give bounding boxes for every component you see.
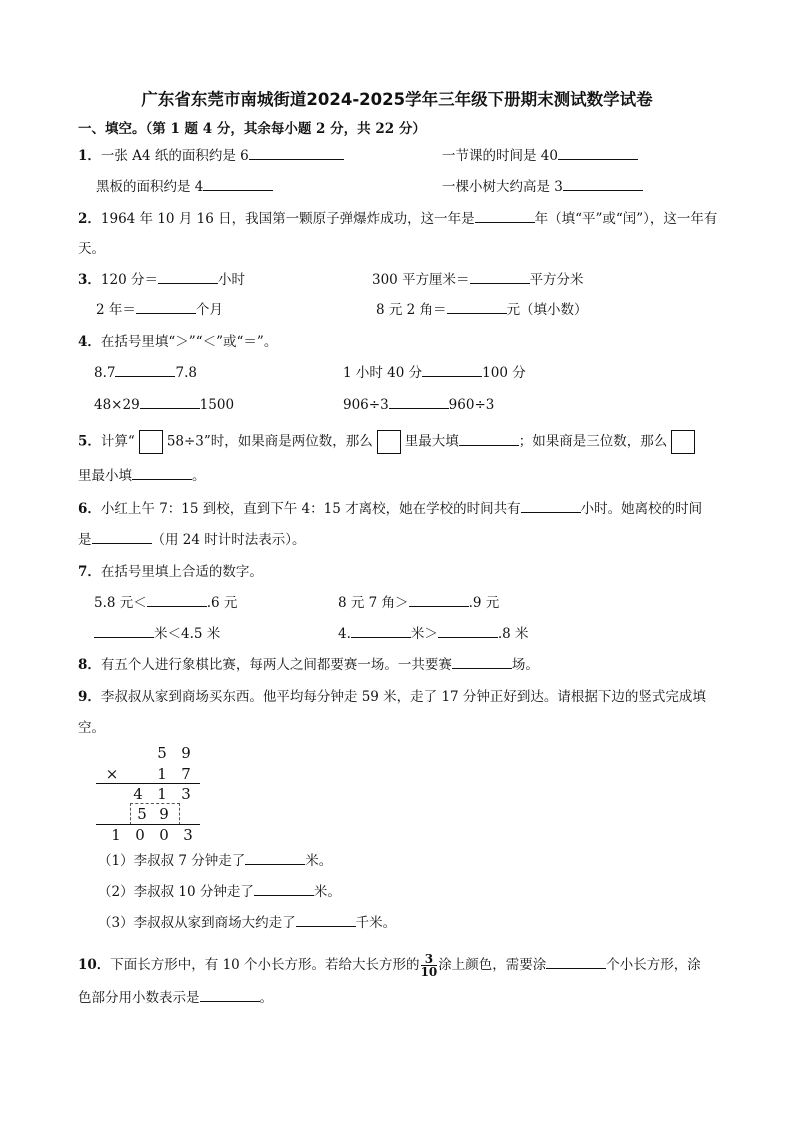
q7-b-left: 8 元 7 角＞ xyxy=(338,595,409,611)
q3-a-unit: 小时 xyxy=(217,272,245,288)
q7-d-mid: 米＞ xyxy=(410,626,438,642)
question-1-c xyxy=(96,178,273,196)
question-6-line-2 xyxy=(78,531,306,549)
answer-blank[interactable] xyxy=(158,271,218,284)
question-2-line-1 xyxy=(78,210,717,228)
digit-box[interactable] xyxy=(671,430,695,454)
q3-a-text: 120 分＝ xyxy=(100,272,158,288)
calc-digit: 5 xyxy=(137,805,147,823)
answer-blank[interactable] xyxy=(115,364,175,377)
q7-b-right: .9 元 xyxy=(468,595,500,611)
question-1-d xyxy=(442,178,643,196)
calc-digit: 1 xyxy=(157,765,167,783)
q6-text-4: （用 24 时计时法表示）。 xyxy=(151,532,306,548)
answer-blank[interactable] xyxy=(92,531,152,544)
q5-text-1: 计算“ xyxy=(100,433,135,450)
q1-c-text: 黑板的面积约是 4 xyxy=(96,179,204,195)
q9-s1-unit: 米。 xyxy=(305,853,333,869)
q3-c-text: 2 年＝ xyxy=(96,302,136,318)
q1-d-text: 一棵小树大约高是 3 xyxy=(442,179,563,195)
calc-digit: 3 xyxy=(181,785,191,803)
q3-c-unit: 个月 xyxy=(195,302,223,318)
answer-blank[interactable] xyxy=(447,301,507,314)
calc-digit: 3 xyxy=(183,826,193,844)
q7-d-right: .8 米 xyxy=(497,626,529,642)
answer-blank[interactable] xyxy=(521,500,581,513)
answer-blank[interactable] xyxy=(563,178,643,191)
q2-text-b: 年（填“平”或“闰”），这一年有 xyxy=(534,211,718,227)
q5-text-5: 里最小填 xyxy=(78,468,132,484)
answer-blank[interactable] xyxy=(136,301,196,314)
answer-blank[interactable] xyxy=(94,625,154,638)
calc-digit: 5 xyxy=(157,744,167,762)
answer-blank[interactable] xyxy=(249,147,344,160)
question-10-line-1 xyxy=(78,950,701,980)
q7-d-left: 4. xyxy=(338,626,351,642)
question-4-d xyxy=(343,396,494,414)
q4-b-left: 1 小时 40 分 xyxy=(343,365,423,381)
question-5-line-2 xyxy=(78,467,206,485)
q6-text-3: 是 xyxy=(78,532,92,548)
q9-s1-text: （1）李叔叔 7 分钟走了 xyxy=(98,853,246,869)
calc-digit: 0 xyxy=(159,826,169,844)
calc-digit: 7 xyxy=(181,765,191,783)
question-number: 3． xyxy=(78,272,101,288)
q10-text-2: 涂上颜色，需要涂 xyxy=(438,957,547,973)
q1-a-text: 一张 A4 纸的面积约是 6 xyxy=(100,148,249,164)
answer-blank[interactable] xyxy=(422,364,482,377)
question-8 xyxy=(78,656,539,674)
question-4-stem xyxy=(78,333,277,351)
q4-d-left: 906÷3 xyxy=(343,397,389,413)
question-9-line-1 xyxy=(78,688,706,706)
question-3-a xyxy=(78,271,245,289)
q3-b-text: 300 平方厘米＝ xyxy=(372,272,470,288)
answer-blank[interactable] xyxy=(254,883,314,896)
q10-text-5: 。 xyxy=(259,990,273,1006)
q6-text-1: 小红上午 7：15 到校，直到下午 4：15 才离校，她在学校的时间共有 xyxy=(100,501,521,517)
q4-stem-text: 在括号里填“＞”“＜”或“＝”。 xyxy=(100,334,278,350)
answer-blank[interactable] xyxy=(296,914,356,927)
q9-s3-text: （3）李叔叔从家到商场大约走了 xyxy=(98,915,296,931)
answer-blank[interactable] xyxy=(459,433,519,446)
q7-a-left: 5.8 元＜ xyxy=(94,595,147,611)
q9-text-1: 李叔叔从家到商场买东西。他平均每分钟走 59 米，走了 17 分钟正好到达。请根据下边的竖式完成填 xyxy=(100,689,706,705)
answer-blank[interactable] xyxy=(351,625,411,638)
fraction-denominator: 10 xyxy=(420,965,438,979)
question-number: 10． xyxy=(78,957,111,973)
question-5-line-1 xyxy=(78,430,699,454)
q10-text-3: 个小长方形，涂 xyxy=(606,957,701,973)
q3-d-unit: 元（填小数） xyxy=(506,302,588,318)
question-4-b xyxy=(343,364,526,382)
calc-digit: 4 xyxy=(133,785,143,803)
q9-s2-unit: 米。 xyxy=(313,884,341,900)
answer-blank[interactable] xyxy=(389,396,449,409)
question-9-line-2: 空。 xyxy=(78,720,105,736)
answer-blank[interactable] xyxy=(452,656,512,669)
answer-blank[interactable] xyxy=(203,178,273,191)
question-9-sub-2 xyxy=(98,883,341,901)
question-4-a xyxy=(94,364,197,382)
question-1-b xyxy=(442,147,638,165)
q4-b-right: 100 分 xyxy=(482,365,526,381)
question-4-c xyxy=(94,396,234,414)
section-1-heading: 一、填空。（第 1 题 4 分，其余每小题 2 分，共 22 分） xyxy=(78,121,426,137)
answer-blank[interactable] xyxy=(438,625,498,638)
q8-text-2: 场。 xyxy=(511,657,539,673)
q4-a-left: 8.7 xyxy=(94,365,116,381)
q10-text-1: 下面长方形中，有 10 个小长方形。若给大长方形的 xyxy=(110,957,420,973)
q4-a-right: 7.8 xyxy=(175,365,197,381)
question-2-line-2: 天。 xyxy=(78,241,105,257)
answer-blank[interactable] xyxy=(147,594,207,607)
question-9-sub-1 xyxy=(98,852,332,870)
q9-s2-text: （2）李叔叔 10 分钟走了 xyxy=(98,884,254,900)
q3-d-text: 8 元 2 角＝ xyxy=(376,302,447,318)
answer-blank[interactable] xyxy=(470,271,530,284)
q7-a-right: .6 元 xyxy=(206,595,238,611)
q8-text-1: 有五个人进行象棋比赛，每两人之间都要赛一场。一共要赛 xyxy=(100,657,452,673)
fraction-numerator: 3 xyxy=(421,953,438,966)
calc-digit: 0 xyxy=(135,826,145,844)
question-number: 7． xyxy=(78,564,101,580)
q4-d-right: 960÷3 xyxy=(448,397,495,413)
question-1-line-1 xyxy=(78,147,344,165)
question-3-c xyxy=(96,301,223,319)
question-9-sub-3 xyxy=(98,914,396,932)
question-3-b xyxy=(372,271,584,289)
q7-stem-text: 在括号里填上合适的数字。 xyxy=(100,564,263,580)
digit-box[interactable] xyxy=(377,430,401,454)
q10-text-4: 色部分用小数表示是 xyxy=(78,990,200,1006)
q4-c-left: 48×29 xyxy=(94,397,140,413)
calc-rule xyxy=(96,783,200,784)
fraction xyxy=(421,953,438,978)
q1-b-text: 一节课的时间是 40 xyxy=(442,148,558,164)
question-7-stem xyxy=(78,563,263,581)
calc-rule xyxy=(96,824,200,825)
q5-text-2: 58÷3”时，如果商是两位数，那么 xyxy=(166,433,373,450)
question-6-line-1 xyxy=(78,500,702,518)
calc-digit: 1 xyxy=(111,826,121,844)
answer-blank[interactable] xyxy=(546,956,606,969)
question-number: 5． xyxy=(78,433,101,450)
answer-blank[interactable] xyxy=(140,396,200,409)
question-number: 2． xyxy=(78,211,101,227)
multiply-sign: × xyxy=(105,765,119,783)
answer-blank[interactable] xyxy=(558,147,638,160)
q2-text-a: 1964 年 10 月 16 日，我国第一颗原子弹爆炸成功，这一年是 xyxy=(100,211,475,227)
q7-c-right: 米＜4.5 米 xyxy=(154,626,221,642)
question-number: 4． xyxy=(78,334,101,350)
q6-text-2: 小时。她离校的时间 xyxy=(580,501,703,517)
answer-blank[interactable] xyxy=(132,467,192,480)
answer-blank[interactable] xyxy=(245,852,305,865)
q9-s3-unit: 千米。 xyxy=(355,915,397,931)
question-number: 6． xyxy=(78,501,101,517)
question-number: 8． xyxy=(78,657,101,673)
exam-title: 广东省东莞市南城街道2024-2025学年三年级下册期末测试数学试卷 xyxy=(141,90,653,109)
question-7-b xyxy=(338,594,499,612)
q3-b-unit: 平方分米 xyxy=(529,272,584,288)
q5-text-3: 里最大填 xyxy=(404,433,459,450)
question-7-d xyxy=(338,625,529,643)
answer-blank[interactable] xyxy=(200,989,260,1002)
question-7-a xyxy=(94,594,237,612)
calc-digit: 9 xyxy=(181,744,191,762)
question-7-c xyxy=(94,625,220,643)
q4-c-right: 1500 xyxy=(199,397,235,413)
question-number: 9． xyxy=(78,689,101,705)
question-3-d xyxy=(376,301,588,319)
q5-text-6: 。 xyxy=(192,468,206,484)
question-10-line-2 xyxy=(78,989,273,1007)
answer-blank[interactable] xyxy=(409,594,469,607)
digit-box[interactable] xyxy=(139,430,163,454)
calc-digit: 1 xyxy=(157,785,167,803)
answer-blank[interactable] xyxy=(475,210,535,223)
question-number: 1． xyxy=(78,148,101,164)
q5-text-4: ；如果商是三位数，那么 xyxy=(518,433,668,450)
calc-digit: 9 xyxy=(159,805,169,823)
